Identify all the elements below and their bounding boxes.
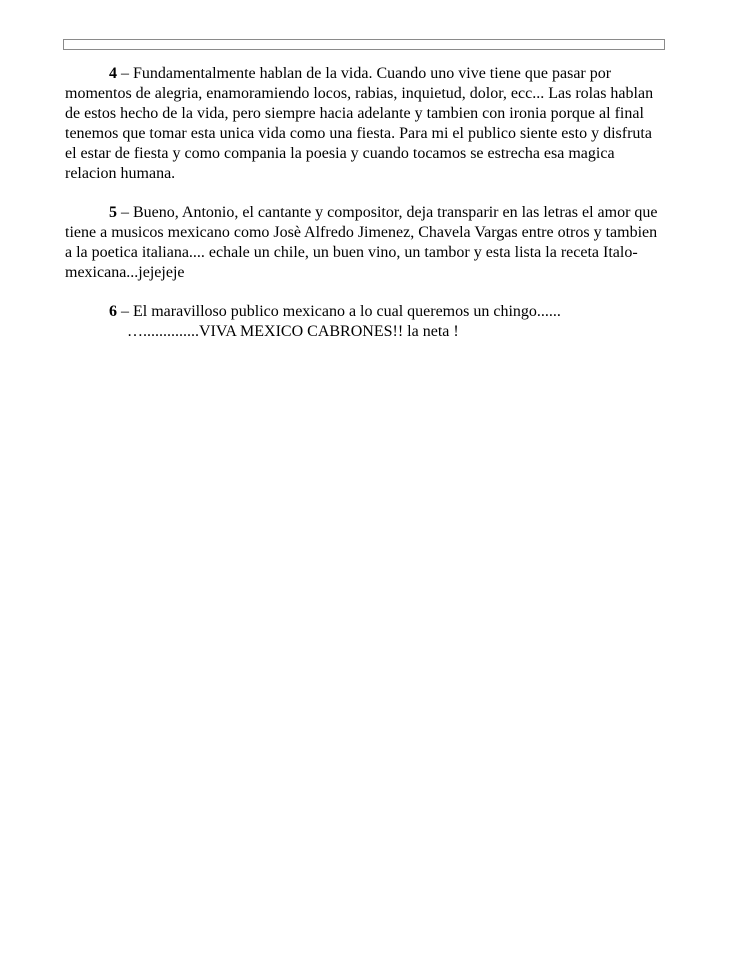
answer-number: 5 bbox=[109, 204, 117, 221]
header-frame bbox=[63, 39, 665, 50]
answer-dash: – bbox=[117, 204, 133, 221]
answer-text-continuation: …..............VIVA MEXICO CABRONES!! la neta ! bbox=[127, 323, 459, 340]
answer-text: El maravilloso publico mexicano a lo cual queremos un chingo...... bbox=[133, 303, 561, 320]
answer-5 bbox=[65, 203, 667, 283]
answer-number: 6 bbox=[109, 303, 117, 320]
answer-6 bbox=[65, 302, 667, 342]
document-body bbox=[65, 64, 667, 361]
answer-text: Fundamentalmente hablan de la vida. Cuando uno vive tiene que pasar por momentos de alegria, enamoramiendo locos, rabias, inquietud, dolor, ecc... Las rolas hablan de estos hecho de la vida, pero siempre hacia adelante y tambien con ironia porque al final tenemos que tomar esta unica vida como una fiesta. Para mi el publico siente esto y disfruta el estar de fiesta y como compania la poesia y cuando tocamos se estrecha esa magica relacion humana. bbox=[65, 65, 654, 182]
answer-dash: – bbox=[117, 65, 133, 82]
answer-number: 4 bbox=[109, 65, 117, 82]
answer-4 bbox=[65, 64, 667, 184]
answer-text: Bueno, Antonio, el cantante y compositor, deja transparir en las letras el amor que tiene a musicos mexicano como Josè Alfredo Jimenez, Chavela Vargas entre otros y tambien a la poetica italiana.... echale un chile, un buen vino, un tambor y esta lista la receta Italo-mexicana...jejejeje bbox=[65, 204, 658, 281]
answer-dash: – bbox=[117, 303, 133, 320]
